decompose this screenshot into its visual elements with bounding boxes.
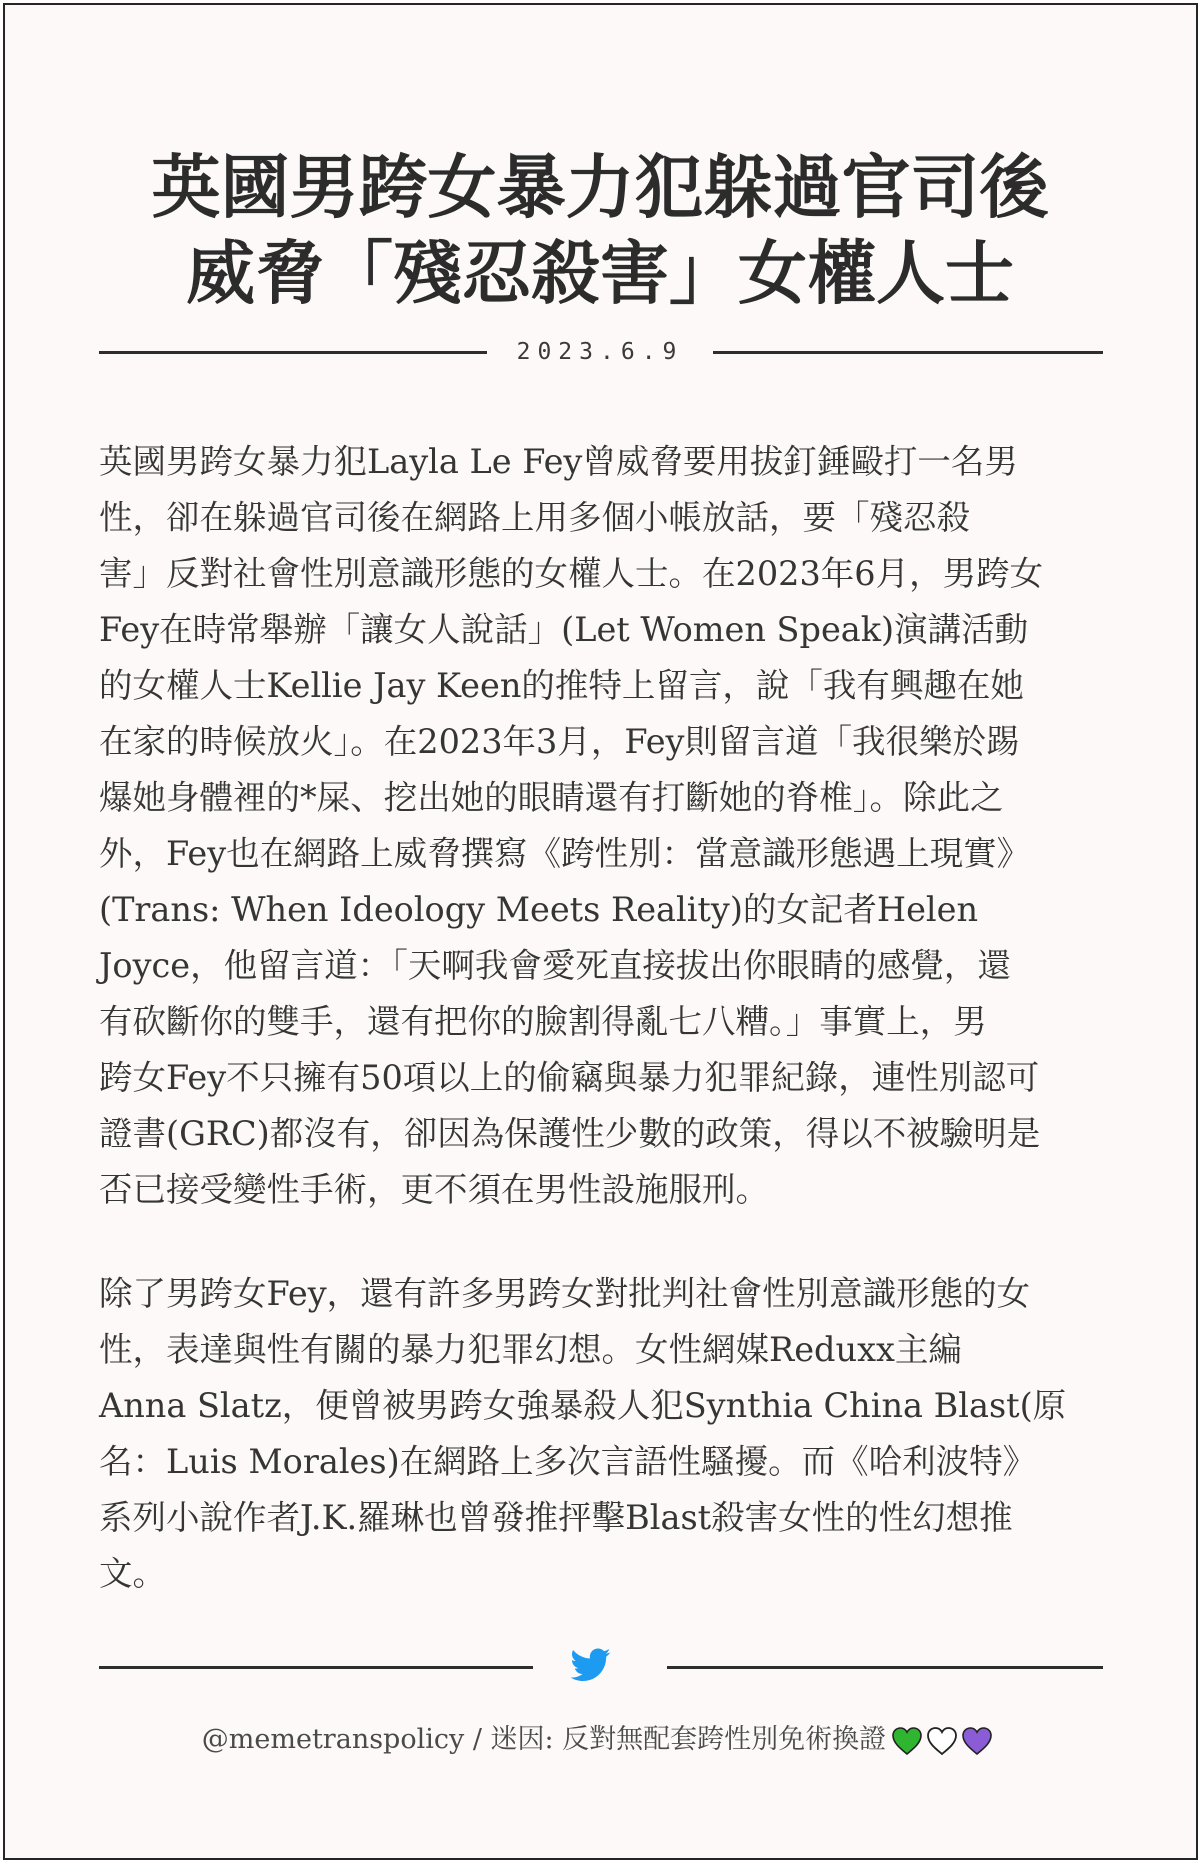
green-heart-icon <box>891 1726 923 1756</box>
title-line-1: 英國男跨女暴力犯躲過官司後 <box>151 148 1049 228</box>
text-line: 證書(GRC)都沒有，卻因為保護性少數的政策，得以不被驗明是 <box>99 1114 1041 1153</box>
text-line: 英國男跨女暴力犯Layla Le Fey曾威脅要用拔釘錘毆打一名男 <box>99 442 1018 481</box>
footer <box>0 1722 1195 1759</box>
white-heart-icon <box>926 1726 958 1756</box>
text-line: 文。 <box>99 1554 166 1593</box>
text-line: Anna Slatz，便曾被男跨女強暴殺人犯Synthia China Blast(原 <box>99 1386 1067 1425</box>
text-line: 性，卻在躲過官司後在網路上用多個小帳放話，要「殘忍殺 <box>99 498 970 537</box>
purple-heart-icon <box>961 1726 993 1756</box>
text-line: 跨女Fey不只擁有50項以上的偷竊與暴力犯罪紀錄，連性別認可 <box>99 1058 1040 1097</box>
text-line: 的女權人士Kellie Jay Keen的推特上留言，說「我有興趣在她 <box>99 666 1024 705</box>
twitter-bird-icon <box>571 1648 611 1682</box>
text-line: 名：Luis Morales)在網路上多次言語性騷擾。而《哈利波特》 <box>99 1442 1037 1481</box>
text-line: 除了男跨女Fey，還有許多男跨女對批判社會性別意識形態的女 <box>99 1274 1031 1313</box>
text-line: 有砍斷你的雙手，還有把你的臉割得亂七八糟。」事實上，男 <box>99 1002 987 1041</box>
paragraph-2 <box>99 1266 1104 1602</box>
footer-attribution: @memetranspolicy / 迷因: 反對無配套跨性別免術換證 <box>201 1724 887 1755</box>
footer-divider-left <box>99 1666 533 1669</box>
text-line: 爆她身體裡的*屎、挖出她的眼睛還有打斷她的脊椎」。除此之 <box>99 778 1004 817</box>
page-title <box>40 145 1160 317</box>
text-line: 性，表達與性有關的暴力犯罪幻想。女性網媒Reduxx主編 <box>99 1330 962 1369</box>
date-label: 2023.6.9 <box>516 339 684 365</box>
text-line: Fey在時常舉辦「讓女人說話」(Let Women Speak)演講活動 <box>99 610 1029 649</box>
text-line: Joyce，他留言道：「天啊我會愛死直接拔出你眼睛的感覺，還 <box>99 946 1011 985</box>
text-line: (Trans: When Ideology Meets Reality)的女記者Helen <box>99 890 979 929</box>
heart-icons <box>888 1723 993 1759</box>
text-line: 在家的時候放火」。在2023年3月，Fey則留言道「我很樂於踢 <box>99 722 1020 761</box>
text-line: 害」反對社會性別意識形態的女權人士。在2023年6月，男跨女 <box>99 554 1044 593</box>
text-line: 否已接受變性手術，更不須在男性設施服刑。 <box>99 1170 769 1209</box>
text-line: 系列小說作者J.K.羅琳也曾發推抨擊Blast殺害女性的性幻想推 <box>99 1498 1013 1537</box>
footer-divider-right <box>667 1666 1103 1669</box>
text-line: 外，Fey也在網路上威脅撰寫《跨性別：當意識形態遇上現實》 <box>99 834 1031 873</box>
paragraph-1 <box>99 434 1104 1218</box>
date-divider-left <box>99 351 487 354</box>
title-line-2: 威脅「殘忍殺害」女權人士 <box>186 234 1014 314</box>
date-divider-right <box>713 351 1103 354</box>
